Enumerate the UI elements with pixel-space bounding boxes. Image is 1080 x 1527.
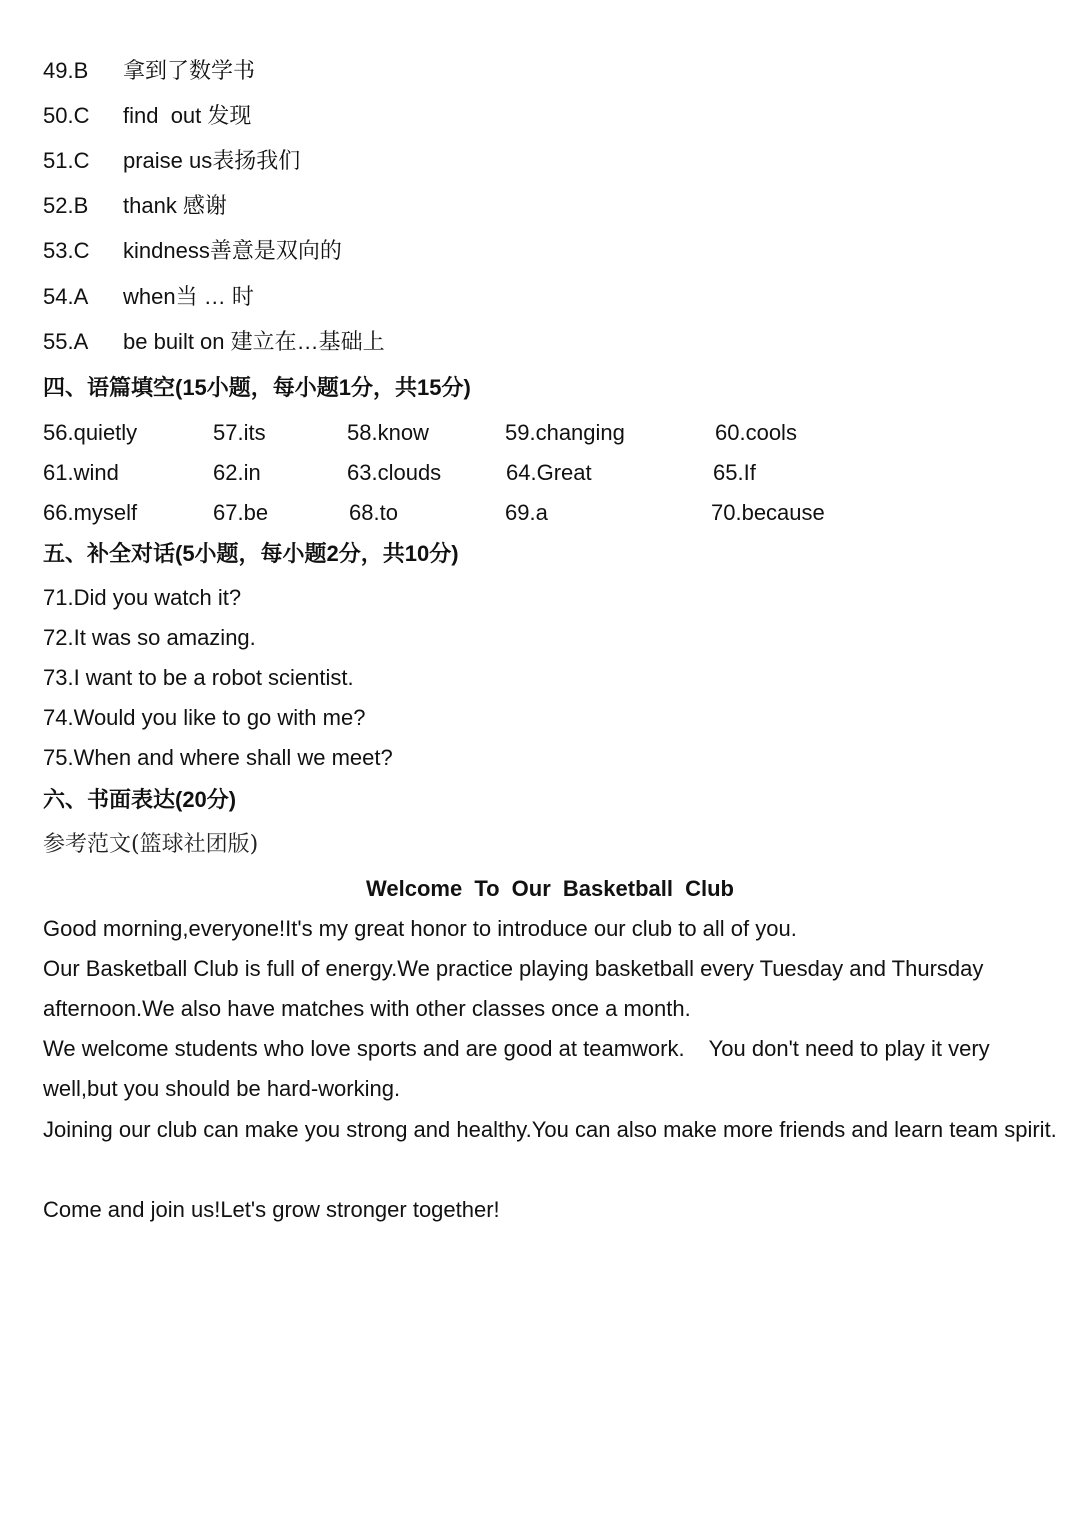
- dialogue-answer-71: 71.Did you watch it?: [43, 585, 242, 610]
- answer-text: when当 … 时: [123, 284, 254, 309]
- answer-number: 51.C: [43, 148, 90, 173]
- answer-50: [43, 102, 251, 130]
- answer-number: 54.A: [43, 284, 89, 309]
- fill-answer: 61.wind: [43, 460, 119, 485]
- answer-text: thank 感谢: [123, 193, 227, 218]
- answer-text: kindness善意是双向的: [123, 238, 342, 263]
- answer-number: 52.B: [43, 193, 89, 218]
- sample-essay-label: 参考范文(篮球社团版): [43, 832, 259, 857]
- answer-text: praise us表扬我们: [123, 148, 301, 173]
- essay-paragraph-4: Joining our club can make you strong and healthy.You can also make more friends and learn team spirit.: [43, 1117, 1057, 1142]
- fill-answer: 66.myself: [43, 500, 138, 525]
- dialogue-answer-74: 74.Would you like to go with me?: [43, 705, 366, 730]
- essay-paragraph-5: Come and join us!Let's grow stronger together!: [43, 1197, 500, 1222]
- answer-text: find out 发现: [123, 103, 252, 128]
- fill-answer: 58.know: [347, 420, 429, 445]
- fill-row-3: [43, 499, 1043, 527]
- fill-answer: 60.cools: [715, 420, 797, 445]
- essay-paragraph-1: Good morning,everyone!It's my great honor to introduce our club to all of you.: [43, 916, 797, 941]
- dialogue-answer-72: 72.It was so amazing.: [43, 625, 256, 650]
- answer-52: [43, 192, 227, 220]
- fill-answer: 57.its: [213, 420, 266, 445]
- answer-53: [43, 237, 342, 265]
- fill-answer: 63.clouds: [347, 460, 442, 485]
- fill-answer: 62.in: [213, 460, 261, 485]
- fill-answer: 56.quietly: [43, 420, 138, 445]
- answer-number: 55.A: [43, 329, 89, 354]
- section-6-heading: 六、书面表达(20分): [43, 787, 237, 812]
- essay-paragraph-2: Our Basketball Club is full of energy.We practice playing basketball every Tuesday and Thursday afternoon.We also have matches with other classes once a month.: [43, 956, 984, 1021]
- fill-answer: 65.If: [713, 460, 756, 485]
- answer-number: 50.C: [43, 103, 90, 128]
- essay-title: Welcome To Our Basketball Club: [366, 876, 734, 901]
- answer-number: 49.B: [43, 58, 89, 83]
- answer-text: 拿到了数学书: [123, 58, 256, 83]
- fill-row-2: [43, 459, 1043, 487]
- answer-49: [43, 57, 255, 85]
- fill-answer: 64.Great: [506, 460, 592, 485]
- answer-number: 53.C: [43, 238, 90, 263]
- dialogue-answer-75: 75.When and where shall we meet?: [43, 745, 393, 770]
- dialogue-answer-73: 73.I want to be a robot scientist.: [43, 665, 354, 690]
- answer-text: be built on 建立在…基础上: [123, 329, 385, 354]
- answer-51: [43, 147, 300, 175]
- answer-54: [43, 283, 254, 311]
- fill-answer: 67.be: [213, 500, 269, 525]
- fill-row-1: [43, 419, 1043, 447]
- section-5-heading: 五、补全对话(5小题，每小题2分，共10分): [43, 541, 459, 566]
- section-4-heading: 四、语篇填空(15小题，每小题1分，共15分): [43, 375, 471, 400]
- fill-answer: 68.to: [349, 500, 398, 525]
- answer-55: [43, 328, 385, 356]
- fill-answer: 59.changing: [505, 420, 625, 445]
- fill-answer: 70.because: [711, 500, 825, 525]
- fill-answer: 69.a: [505, 500, 548, 525]
- essay-paragraph-3: We welcome students who love sports and are good at teamwork. You don't need to play it very well,but you should be hard-working.: [43, 1036, 996, 1101]
